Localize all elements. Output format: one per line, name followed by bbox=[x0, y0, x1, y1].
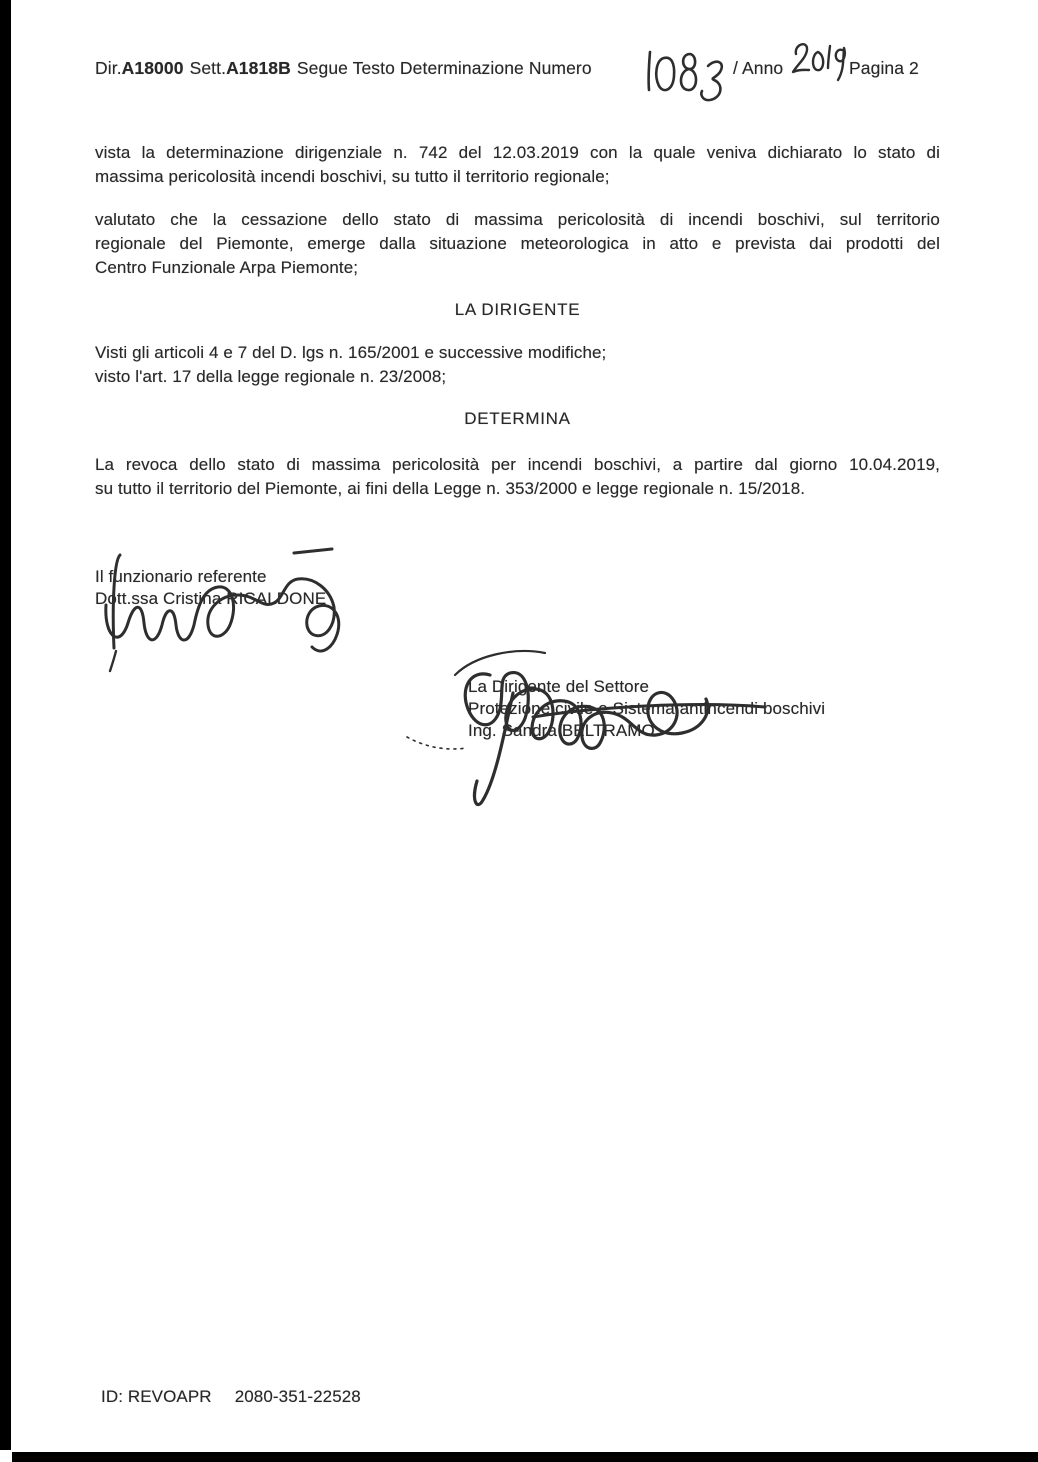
paragraph-4-line-2: su tutto il territorio del Piemonte, ai fini della Legge n. 353/2000 e legge regionale n. 15/2018. bbox=[95, 479, 806, 498]
paragraph-2-line-2: regionale del Piemonte, emerge dalla situazione meteorologica in atto e prevista dai prodotti del bbox=[95, 234, 940, 253]
paragraph-3-line-2: visto l'art. 17 della legge regionale n. 23/2008; bbox=[95, 367, 447, 386]
referente-role-label: Il funzionario referente bbox=[95, 567, 267, 586]
heading-determina: DETERMINA bbox=[464, 409, 571, 428]
paragraph-4-line-1: La revoca dello stato di massima pericolosità per incendi boschivi, a partire dal giorno 10.04.2019, bbox=[95, 455, 940, 474]
header-anno-label: / Anno bbox=[733, 58, 784, 78]
referente-name-label: Dott.ssa Cristina RICALDONE bbox=[95, 589, 327, 608]
footer-id-line bbox=[101, 1385, 361, 1409]
header-dir-label: Dir. bbox=[95, 58, 122, 78]
dirigente-role-line-1: La Dirigente del Settore bbox=[468, 677, 650, 696]
scan-artifact-left-bar bbox=[0, 0, 11, 1450]
header-page-label: Pagina 2 bbox=[849, 58, 919, 78]
header-sett-label: Sett. bbox=[189, 58, 227, 78]
dirigente-role-line-2: Protezione civile e Sistema antincendi boschivi bbox=[468, 699, 826, 718]
footer-id-label: ID: REVOAPR bbox=[101, 1387, 212, 1406]
footer-id-code: 2080-351-22528 bbox=[234, 1387, 361, 1406]
paragraph-1-line-2: massima pericolosità incendi boschivi, su tutto il territorio regionale; bbox=[95, 167, 610, 186]
handwritten-numero bbox=[640, 42, 735, 102]
header-sett-code: A1818B bbox=[226, 58, 291, 78]
handwritten-anno bbox=[788, 36, 850, 84]
scan-artifact-bottom-bar bbox=[12, 1452, 1038, 1462]
paragraph-3-line-1: Visti gli articoli 4 e 7 del D. lgs n. 165/2001 e successive modifiche; bbox=[95, 343, 607, 362]
dirigente-name-label: Ing. Sandra BELTRAMO bbox=[468, 721, 655, 740]
header-dir-code: A18000 bbox=[121, 58, 184, 78]
paragraph-2-line-1: valutato che la cessazione dello stato di massima pericolosità di incendi boschivi, sul territorio bbox=[95, 210, 940, 229]
heading-la-dirigente: LA DIRIGENTE bbox=[454, 300, 581, 319]
signature-scribble-ricaldone bbox=[90, 545, 390, 675]
header-line bbox=[95, 56, 592, 80]
paragraph-1-line-1: vista la determinazione dirigenziale n. 742 del 12.03.2019 con la quale veniva dichiarato lo stato di bbox=[95, 143, 940, 162]
signature-scribble-beltramo bbox=[395, 645, 785, 815]
paragraph-2-line-3: Centro Funzionale Arpa Piemonte; bbox=[95, 258, 359, 277]
header-subject: Segue Testo Determinazione Numero bbox=[296, 58, 592, 78]
